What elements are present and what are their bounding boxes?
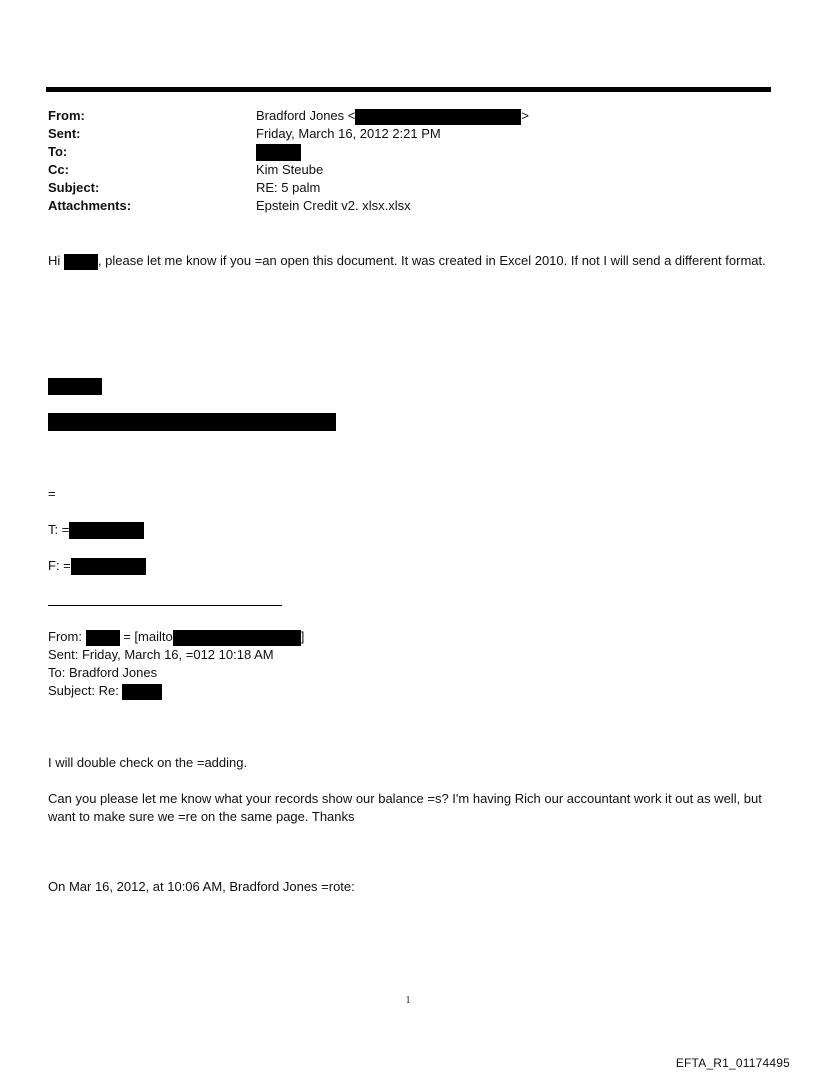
fwd-subject-prefix: Subject: Re: [48, 683, 119, 698]
fwd-from-end: ] [300, 629, 305, 644]
fwd-to-line: To: Bradford Jones [48, 665, 158, 680]
fwd-subject-line [48, 682, 162, 700]
subject-label: Subject: [48, 180, 100, 195]
forward-separator [48, 605, 282, 606]
attachments-label: Attachments: [48, 198, 132, 213]
redaction-box [122, 684, 162, 700]
attachment-filename[interactable]: Epstein Credit v2. xlsx.xlsx [256, 198, 411, 213]
to-label: To: [48, 144, 68, 159]
fwd-body-line2: Can you please let me know what your records show our balance =s? I'm having Rich our accountant work it out as well, but want to make sure we =re on the same page. Thanks [48, 791, 762, 824]
redaction-box [86, 630, 120, 646]
from-value [256, 107, 529, 125]
attachments-value[interactable] [256, 197, 411, 215]
message-body-text: , please let me know if you =an open this document. It was created in Excel 2010. If not I will send a different format. [97, 253, 766, 268]
header-divider [46, 87, 771, 92]
quote-attribution: On Mar 16, 2012, at 10:06 AM, Bradford Jones =rote: [48, 879, 355, 894]
redaction-box [69, 522, 144, 539]
equals-line: = [48, 486, 56, 501]
fwd-from-line [48, 628, 304, 646]
redaction-box [355, 109, 521, 125]
redaction-box [64, 254, 98, 270]
fax-line [48, 557, 146, 575]
subject-value: RE: 5 palm [256, 180, 321, 195]
fwd-from-prefix: From: [48, 629, 82, 644]
message-body [48, 252, 768, 270]
from-label: From: [48, 108, 85, 123]
fax-label: F: = [48, 558, 71, 573]
phone-line [48, 521, 144, 539]
cc-value: Kim Steube [256, 162, 324, 177]
fwd-body-line1: I will double check on the =adding. [48, 755, 248, 770]
signature-name-redaction [48, 378, 102, 395]
sent-value: Friday, March 16, 2012 2:21 PM [256, 126, 441, 141]
cc-label: Cc: [48, 162, 69, 177]
fwd-from-mid: = [mailto [123, 629, 173, 644]
redaction-box [71, 558, 146, 575]
page-number: 1 [405, 995, 411, 1006]
bates-number: EFTA_R1_01174495 [675, 1056, 790, 1070]
redaction-box [173, 630, 301, 646]
greeting: Hi [48, 253, 61, 268]
sent-label: Sent: [48, 126, 81, 141]
fwd-sent-line: Sent: Friday, March 16, =012 10:18 AM [48, 647, 274, 662]
phone-label: T: = [48, 522, 70, 537]
to-redaction-box [256, 144, 301, 161]
from-close: > [521, 108, 529, 123]
from-name: Bradford Jones < [256, 108, 356, 123]
signature-title-redaction [48, 413, 336, 431]
